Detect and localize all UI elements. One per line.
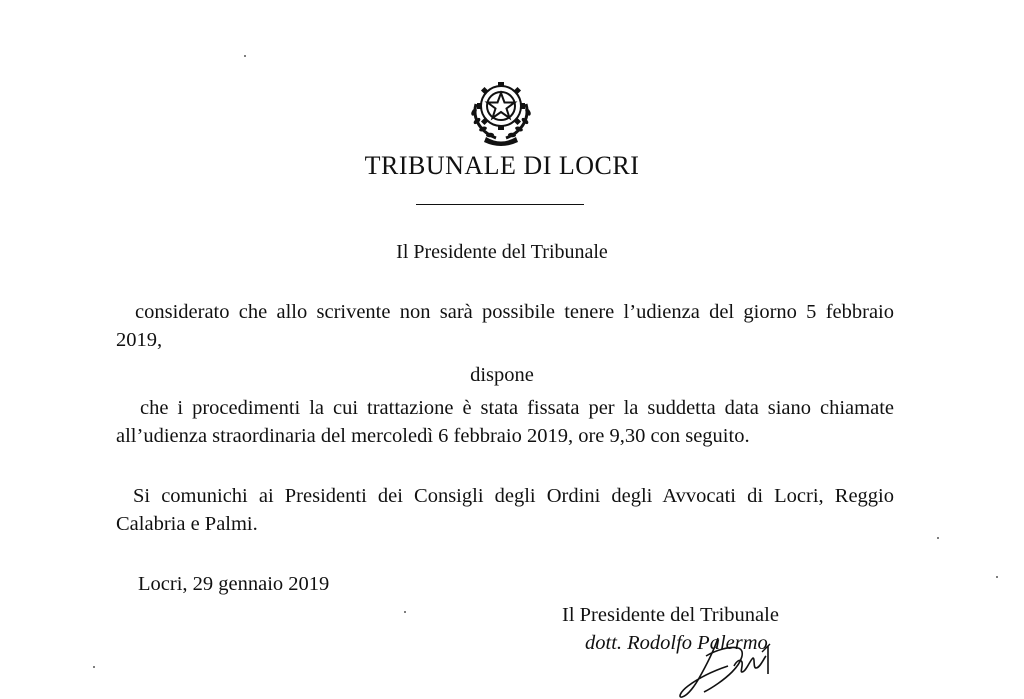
scan-speck bbox=[996, 576, 998, 578]
scan-speck bbox=[93, 666, 95, 668]
paragraph-considerato: considerato che allo scrivente non sarà possibile tenere l’udienza del giorno 5 febbraio 2019, bbox=[116, 301, 894, 351]
court-title: TRIBUNALE DI LOCRI bbox=[364, 151, 640, 180]
scan-speck bbox=[937, 537, 939, 539]
scan-speck bbox=[404, 611, 406, 613]
signatory-title: Il Presidente del Tribunale bbox=[562, 604, 779, 626]
signatory-name: dott. Rodolfo Palermo bbox=[585, 632, 768, 654]
president-heading: Il Presidente del Tribunale bbox=[396, 241, 608, 263]
place-date: Locri, 29 gennaio 2019 bbox=[138, 573, 330, 595]
dispone-heading: dispone bbox=[470, 364, 534, 386]
handwritten-signature-icon bbox=[676, 636, 786, 699]
italian-republic-emblem-icon bbox=[466, 74, 536, 146]
title-divider bbox=[416, 204, 584, 205]
paragraph-disposition: che i procedimenti la cui trattazione è stata fissata per la suddetta data siano chiamate all’udienza straordinaria del mercoledì 6 febbraio 2019, ore 9,30 con seguito. bbox=[116, 397, 894, 447]
paragraph-notification: Si comunichi ai Presidenti dei Consigli degli Ordini degli Avvocati di Locri, Reggio Calabria e Palmi. bbox=[116, 485, 894, 535]
scan-speck bbox=[244, 55, 246, 57]
